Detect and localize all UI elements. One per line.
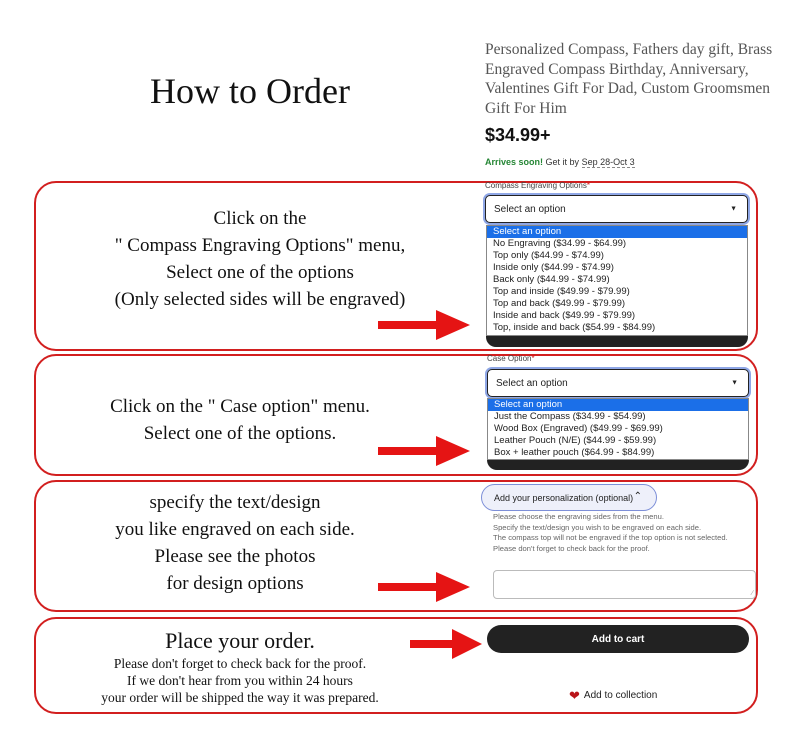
resize-handle-icon[interactable]: ∕ xyxy=(751,590,753,597)
dropdown-option[interactable]: Top and inside ($49.99 - $79.99) xyxy=(493,286,630,297)
personalization-textarea[interactable] xyxy=(493,570,756,599)
add-to-collection-label: Add to collection xyxy=(583,690,658,701)
dropdown-option[interactable]: Inside only ($44.99 - $74.99) xyxy=(493,262,614,273)
instruction-line: your order will be shipped the way it was prepared. xyxy=(101,690,379,705)
case-option-select[interactable] xyxy=(487,369,749,397)
instruction-line: " Compass Engraving Options" menu, xyxy=(114,235,406,256)
instruction-line: Please see the photos xyxy=(154,546,316,567)
help-line: The compass top will not be engraved if the top option is not selected. xyxy=(493,533,728,543)
instruction-line: for design options xyxy=(166,573,304,594)
personalization-toggle-label: Add your personalization (optional) xyxy=(494,492,634,503)
dropdown-option[interactable]: Inside and back ($49.99 - $79.99) xyxy=(493,310,636,321)
red-arrow-icon xyxy=(378,569,470,605)
arrival-text: Get it by xyxy=(545,157,580,167)
chevron-up-icon: ⌃ xyxy=(633,491,642,502)
dropdown-option[interactable]: Box + leather pouch ($64.99 - $84.99) xyxy=(494,447,655,458)
personalization-toggle[interactable] xyxy=(481,484,657,511)
dropdown-option[interactable]: Leather Pouch (N/E) ($44.99 - $59.99) xyxy=(494,435,657,446)
engraving-select-value: Select an option xyxy=(494,203,566,215)
arrival-info xyxy=(485,157,635,167)
dropdown-option[interactable]: Top only ($44.99 - $74.99) xyxy=(493,250,604,261)
arrival-dates[interactable]: Sep 28-Oct 3 xyxy=(581,157,635,167)
case-option-label-text: Case Option xyxy=(487,354,532,363)
product-price: $34.99+ xyxy=(485,125,551,145)
dropdown-option[interactable]: Wood Box (Engraved) ($49.99 - $69.99) xyxy=(494,423,663,434)
red-arrow-icon xyxy=(410,627,482,661)
case-option-label xyxy=(487,354,535,363)
personalization-instructions xyxy=(493,512,743,554)
dropdown-option[interactable]: No Engraving ($34.99 - $64.99) xyxy=(493,238,627,249)
help-line: Please choose the engraving sides from the menu. xyxy=(493,512,664,521)
heart-icon: ❤ xyxy=(569,687,580,703)
instruction-line: Select one of the options xyxy=(166,262,354,283)
required-marker: * xyxy=(531,354,535,363)
instruction-line: Select one of the options. xyxy=(143,423,337,444)
engraving-options-dropdown xyxy=(486,225,748,336)
dropdown-option[interactable]: Select an option xyxy=(488,399,748,411)
add-to-collection-button[interactable] xyxy=(569,687,658,703)
step-2-instructions xyxy=(50,393,430,447)
caret-down-icon: ▼ xyxy=(731,379,738,387)
add-to-cart-button[interactable]: Add to cart xyxy=(487,625,749,653)
step-1-instructions xyxy=(50,205,470,313)
instruction-line: Please don't forget to check back for the proof. xyxy=(113,656,367,671)
instruction-line: specify the text/design xyxy=(149,492,321,513)
red-arrow-icon xyxy=(378,307,470,343)
product-title: Personalized Compass, Fathers day gift, Brass Engraved Compass Birthday, Anniversary, Valentines Gift For Dad, Custom Groomsmen Gift For Him xyxy=(485,41,773,117)
step-3-instructions xyxy=(60,489,410,597)
instruction-line: Click on the xyxy=(213,208,307,229)
required-marker: * xyxy=(586,181,590,190)
engraving-options-select[interactable] xyxy=(485,195,748,223)
help-line: Specify the text/design you wish to be engraved on each side. xyxy=(493,522,702,532)
arrives-soon-label: Arrives soon! xyxy=(485,157,544,167)
step-4-instructions xyxy=(60,627,420,706)
dropdown-option[interactable]: Top and back ($49.99 - $79.99) xyxy=(493,298,626,309)
dropdown-option[interactable]: Top, inside and back ($54.99 - $84.99) xyxy=(493,322,656,333)
dropdown-option[interactable]: Select an option xyxy=(487,226,747,238)
page-title: How to Order xyxy=(150,71,350,111)
case-select-value: Select an option xyxy=(496,377,568,389)
help-line: Please don't forget to check back for the proof. xyxy=(493,543,650,553)
engraving-options-label-text: Compass Engraving Options xyxy=(485,181,587,190)
engraving-options-label xyxy=(485,181,590,190)
case-option-dropdown xyxy=(487,398,749,460)
instruction-line: (Only selected sides will be engraved) xyxy=(114,289,406,310)
instruction-line: Click on the " Case option" menu. xyxy=(110,396,370,417)
dropdown-option[interactable]: Back only ($44.99 - $74.99) xyxy=(493,274,610,285)
red-arrow-icon xyxy=(378,433,470,469)
instruction-line: you like engraved on each side. xyxy=(115,519,355,540)
caret-down-icon: ▼ xyxy=(730,205,737,213)
dropdown-option[interactable]: Just the Compass ($34.99 - $54.99) xyxy=(494,411,646,422)
place-order-headline: Place your order. xyxy=(165,628,315,653)
instruction-line: If we don't hear from you within 24 hours xyxy=(127,673,353,688)
